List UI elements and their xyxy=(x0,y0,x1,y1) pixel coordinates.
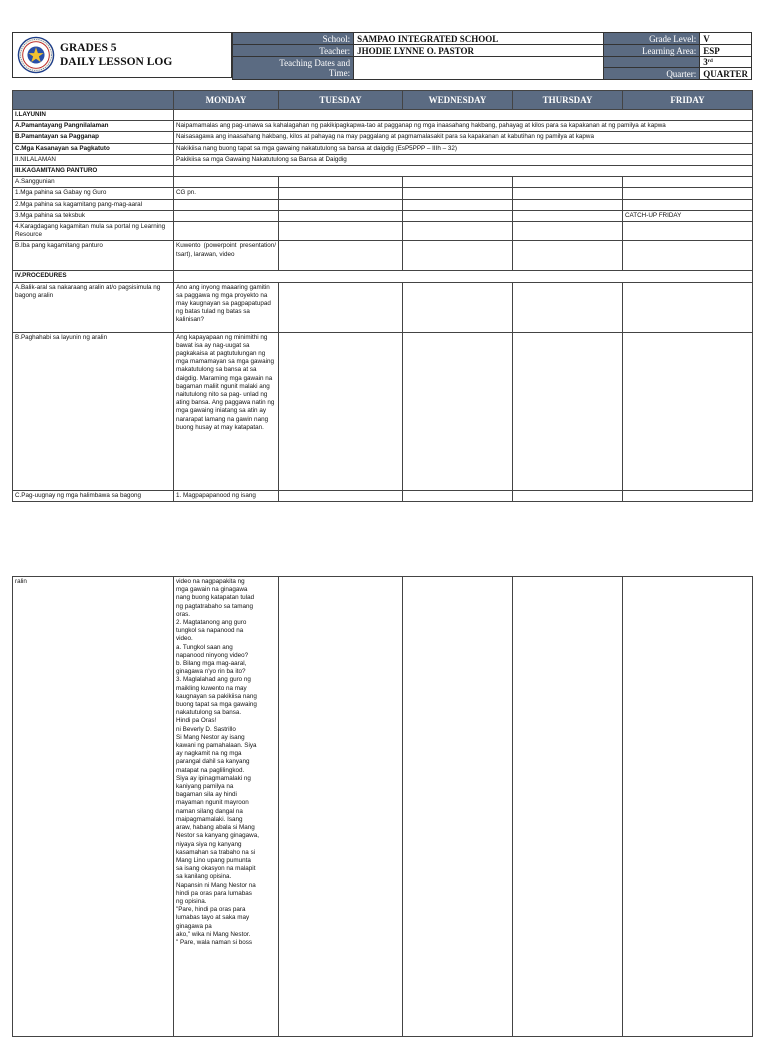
cell xyxy=(623,177,753,188)
teacher-label: Teacher: xyxy=(233,45,354,57)
lesson-log-table-continued xyxy=(12,576,753,1037)
cell xyxy=(279,241,403,271)
table-row xyxy=(13,222,753,241)
table-row xyxy=(13,199,753,210)
lesson-log-table xyxy=(12,90,753,502)
cell xyxy=(623,222,753,241)
cell xyxy=(623,188,753,199)
row-label-paghahabi: B.Paghahabi sa layunin ng aralin xyxy=(13,332,174,490)
quarter-number xyxy=(700,57,752,68)
cell xyxy=(403,332,513,490)
row-span-empty xyxy=(174,271,753,282)
quarter-label: Quarter: xyxy=(604,68,700,80)
cell xyxy=(513,282,623,332)
cell xyxy=(279,282,403,332)
cell xyxy=(623,332,753,490)
cell xyxy=(174,210,279,221)
cell xyxy=(279,332,403,490)
row-label-kagamitang-panturo: III.KAGAMITANG PANTURO xyxy=(13,166,174,177)
learning-area-label: Learning Area: xyxy=(604,45,700,57)
row-label-gabay-guro: 1.Mga pahina sa Gabay ng Guro xyxy=(13,188,174,199)
row-label-pag-uugnay: C.Pag-uugnay ng mga halimbawa sa bagong xyxy=(13,490,174,501)
cell xyxy=(403,199,513,210)
pag-uugnay-monday-continued: video na nagpapakita ng mga gawain na ginagawa nang buong katapatan tulad ng pagtatrabaho sa tamang oras. 2. Magtatanong ang guro tungkol sa napanood na video. a. Tungkol saan ang napanood ninyong video? b. Bilang mga mag-aaral, ginagawa n'yo rin ba ito? 3. Maglalahad ang guro ng maikling kuwento na may kaugnayan sa pakikiisa nang buong tapat sa mga gawaing nakatutulong sa bansa. Hindi pa Oras! ni Beverly D. Sastrillo Si Mang Nestor ay isang kawani ng pamahalaan. Siya ay nagkamit na ng mga parangal dahil sa kanyang matapat na paglilingkod. Siya ay ipinagmamalaki ng kaniyang pamilya na bagaman sila ay hindi mayaman ngunit mayroon naman silang dangal na maipagmamalaki. Isang araw, habang abala si Mang Nestor sa kanyang ginagawa, niyaya siya ng kanyang kasamahan sa trabaho na si Mang Lino upang pumunta sa isang okasyon na malapit sa kanilang opisina. Napansin ni Mang Nestor na hindi pa oras para lumabas ng opisina. "Pare, hindi pa oras para lumabas tayo at saka may ginagawa pa ako," wika ni Mang Nestor. " Pare, wala naman si boss xyxy=(174,577,279,1037)
day-monday: MONDAY xyxy=(174,91,279,110)
row-label-teksbuk: 3.Mga pahina sa teksbuk xyxy=(13,210,174,221)
cell xyxy=(513,222,623,241)
cell xyxy=(513,177,623,188)
cell xyxy=(279,199,403,210)
table-row xyxy=(13,577,753,1037)
table-row xyxy=(13,166,753,177)
table-row xyxy=(13,282,753,332)
row-span-empty xyxy=(174,110,753,121)
teaching-dates-label-1: Teaching Dates and xyxy=(279,58,351,68)
row-label-layunin: I.LAYUNIN xyxy=(13,110,174,121)
grade-level-label: Grade Level: xyxy=(604,33,700,45)
table-row xyxy=(13,271,753,282)
cell xyxy=(279,490,403,501)
teaching-dates-value xyxy=(354,57,604,80)
quarter-value: QUARTER xyxy=(700,68,752,80)
cell xyxy=(513,577,623,1037)
day-header-row xyxy=(13,91,753,110)
cell xyxy=(174,177,279,188)
cell xyxy=(279,188,403,199)
cell xyxy=(623,490,753,501)
table-row xyxy=(13,143,753,154)
lesson-log-header xyxy=(12,32,752,78)
title-line-grades: GRADES 5 xyxy=(60,42,117,54)
gabay-guro-monday: CG pn. xyxy=(174,188,279,199)
table-row xyxy=(13,154,753,165)
cell xyxy=(403,577,513,1037)
cell xyxy=(403,282,513,332)
table-row xyxy=(13,132,753,143)
quarter-label-top xyxy=(604,57,700,68)
cell xyxy=(403,177,513,188)
row-label-continued: ralin xyxy=(13,577,174,1037)
iba-pang-kagamitan-monday: Kuwento (powerpoint presentation/ tsart), larawan, video xyxy=(174,241,279,271)
quarter-num: 3 xyxy=(703,57,708,67)
cell xyxy=(513,199,623,210)
cell xyxy=(403,188,513,199)
paghahabi-monday: Ang kapayapaan ng minimithi ng bawat isa ay nag-uugat sa pagkakaisa at pagtutulungan ng mga mamamayan sa mga gawaing makatutulong sa bansa at sa daigdig. Maraming mga gawain na bagaman maliit ngunit malaki ang naitutulong nito sa pag- unlad ng ating bansa. Ang paggawa natin ng mga gawaing iniatang sa atin ay nararapat lamang na gawin nang buong husay at may katapatan. xyxy=(174,332,279,490)
row-label-nilalaman: II.NILALAMAN xyxy=(13,154,174,165)
balik-aral-monday: Ano ang inyong maaaring gamitin sa paggawa ng mga proyekto na may kaugnayan sa pagpapatupad ng batas tulad ng batas sa kalinisan? xyxy=(174,282,279,332)
cell xyxy=(513,332,623,490)
cell xyxy=(403,222,513,241)
school-value: SAMPAO INTEGRATED SCHOOL xyxy=(354,33,604,45)
table-row xyxy=(13,332,753,490)
cell xyxy=(623,199,753,210)
cell xyxy=(623,241,753,271)
row-label-kagamitang-mag-aaral: 2.Mga pahina sa kagamitang pang-mag-aaral xyxy=(13,199,174,210)
row-label-pamantayan-pagganap: B.Pamantayan sa Pagganap xyxy=(13,132,174,143)
school-label: School: xyxy=(233,33,354,45)
deped-seal-icon xyxy=(17,36,55,74)
performance-standard-text: Naisasagawa ang inaasahang hakbang, kilos at pahayag na may paggalang at pagmamalasakit para sa kapakanan at kabutihan ng pamilya at kapwa xyxy=(174,132,753,143)
cell xyxy=(279,177,403,188)
row-label-iba-pang-kagamitan: B.Iba pang kagamitang panturo xyxy=(13,241,174,271)
cell xyxy=(513,188,623,199)
row-label-procedures: IV.PROCEDURES xyxy=(13,271,174,282)
cell xyxy=(279,210,403,221)
teacher-value: JHODIE LYNNE O. PASTOR xyxy=(354,45,604,57)
cell xyxy=(623,577,753,1037)
table-row xyxy=(13,210,753,221)
learning-area-value: ESP xyxy=(700,45,752,57)
teaching-dates-label-2: Time: xyxy=(328,68,351,78)
table-row xyxy=(13,241,753,271)
day-thursday: THURSDAY xyxy=(513,91,623,110)
grade-level-value: V xyxy=(700,33,752,45)
table-row xyxy=(13,188,753,199)
competency-text: Nakikiisa nang buong tapat sa mga gawaing nakatutulong sa bansa at daigdig (EsP5PPP – IIIh – 32) xyxy=(174,143,753,154)
cell xyxy=(279,222,403,241)
table-row xyxy=(13,177,753,188)
row-span-empty xyxy=(174,166,753,177)
day-tuesday: TUESDAY xyxy=(279,91,403,110)
row-label-pamantayang-pangnilalaman: A.Pamantayang Pangnilalaman xyxy=(13,121,174,132)
cell xyxy=(513,210,623,221)
row-label-kasanayan: C.Mga Kasanayan sa Pagkatuto xyxy=(13,143,174,154)
teaching-dates-label xyxy=(233,57,354,80)
table-row xyxy=(13,121,753,132)
document-title xyxy=(60,41,172,69)
row-label-balik-aral: A.Balik-aral sa nakaraang aralin at/o pagsisimula ng bagong aralin xyxy=(13,282,174,332)
table-row xyxy=(13,490,753,501)
header-blank-cell xyxy=(13,91,174,110)
cell xyxy=(623,282,753,332)
row-label-portal: 4.Karagdagang kagamitan mula sa portal ng Learning Resource xyxy=(13,222,174,241)
day-friday: FRIDAY xyxy=(623,91,753,110)
day-wednesday: WEDNESDAY xyxy=(403,91,513,110)
quarter-suffix: rd xyxy=(707,59,713,64)
cell xyxy=(279,577,403,1037)
cell xyxy=(513,241,623,271)
catch-up-friday-note: CATCH-UP FRIDAY xyxy=(623,210,753,221)
school-info-table xyxy=(232,32,752,80)
pag-uugnay-monday: 1. Magpapapanood ng isang xyxy=(174,490,279,501)
cell xyxy=(174,222,279,241)
content-standard-text: Naipamamalas ang pag-unawa sa kahalagahan ng pakikipagkapwa-tao at pagganap ng mga inaasahang hakbang, pahayag at kilos para sa kapakanan at ng pamilya at kapwa xyxy=(174,121,753,132)
table-row xyxy=(13,110,753,121)
row-label-sanggunian: A.Sanggunian xyxy=(13,177,174,188)
title-box xyxy=(12,32,232,78)
nilalaman-text: Pakikiisa sa mga Gawaing Nakatutulong sa Bansa at Daigdig xyxy=(174,154,753,165)
cell xyxy=(513,490,623,501)
cell xyxy=(403,241,513,271)
title-line-dll: DAILY LESSON LOG xyxy=(60,56,173,68)
cell xyxy=(403,490,513,501)
cell xyxy=(174,199,279,210)
cell xyxy=(403,210,513,221)
